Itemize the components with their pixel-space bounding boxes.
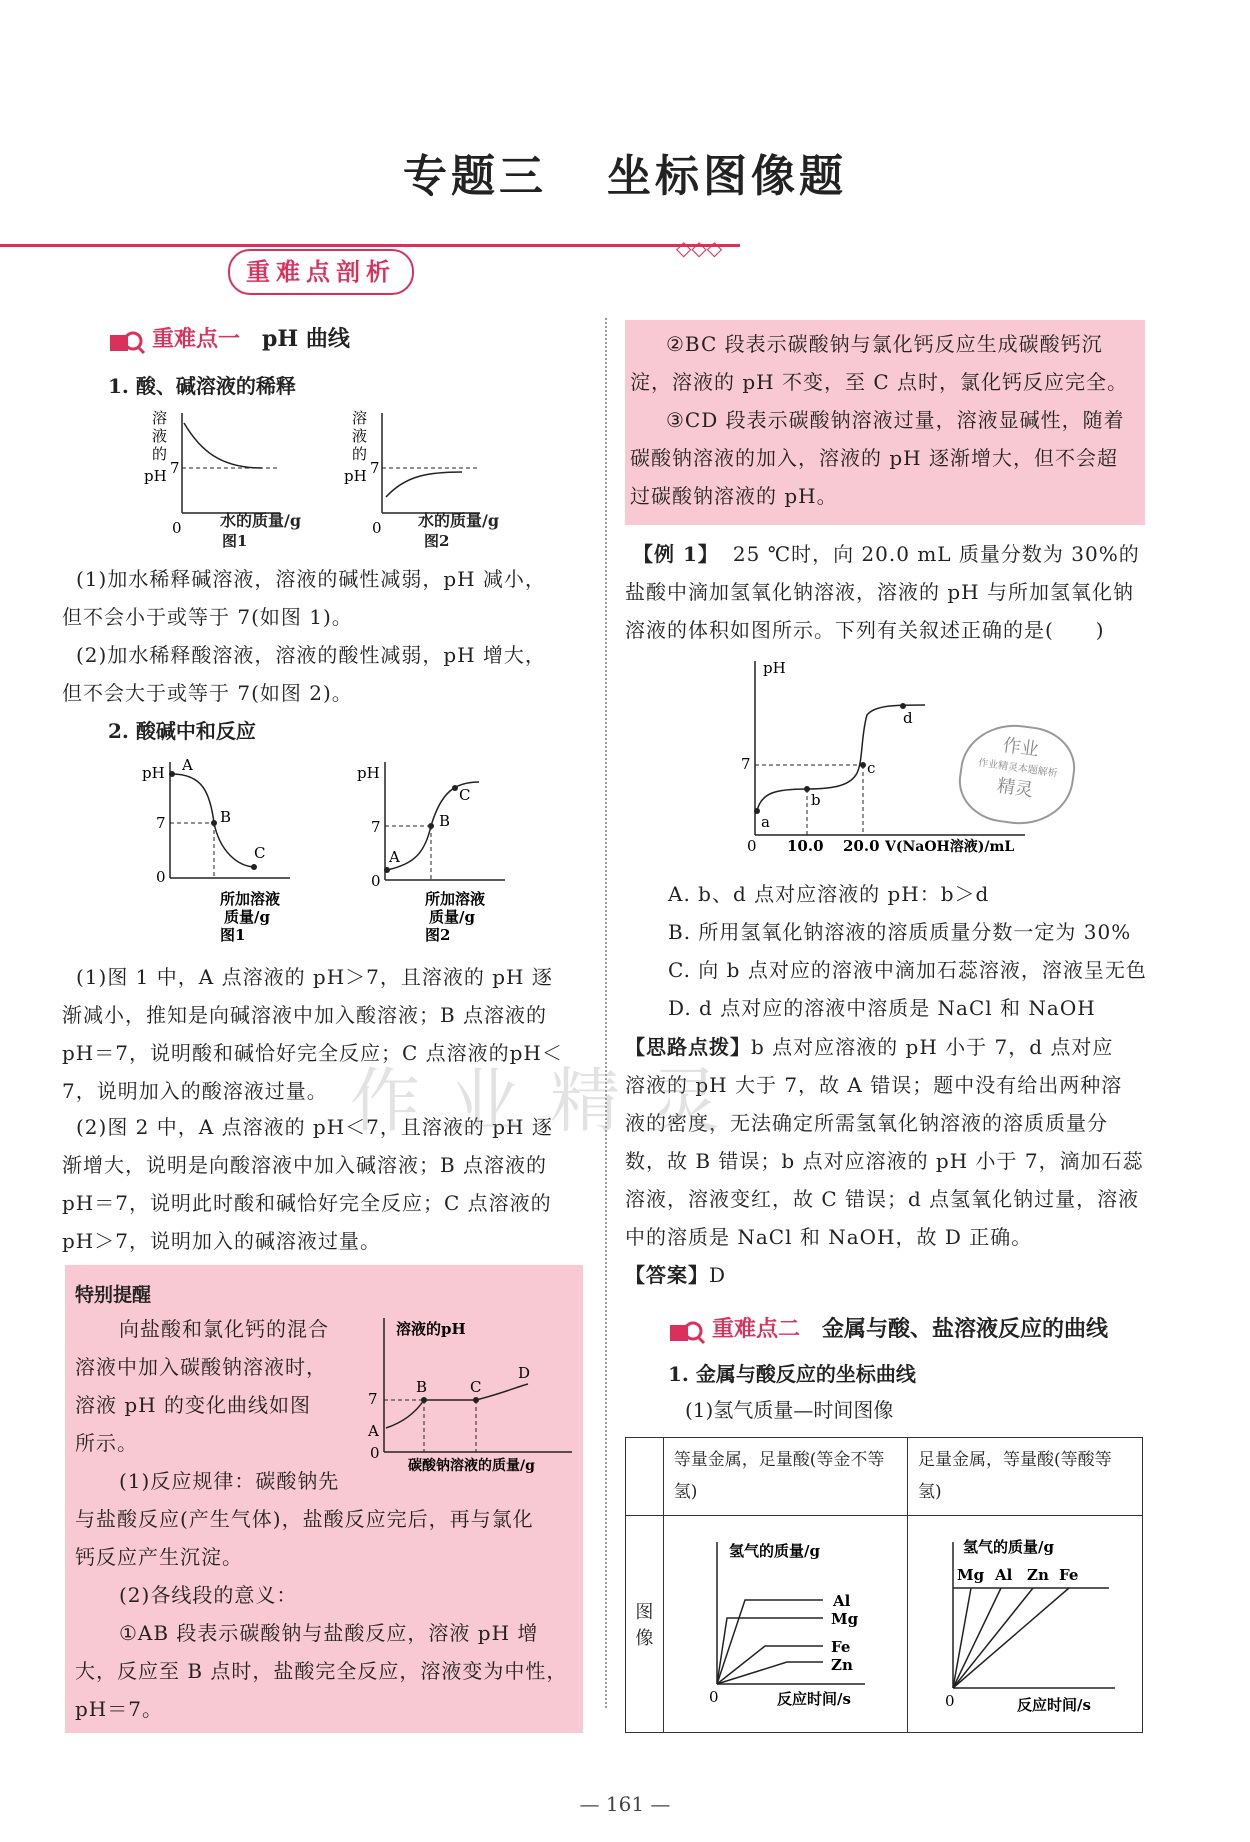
svg-text:pH: pH — [144, 467, 167, 485]
svg-text:0: 0 — [172, 519, 182, 537]
svg-text:溶: 溶 — [352, 409, 368, 427]
svg-text:所加溶液: 所加溶液 — [425, 890, 486, 908]
svg-text:0: 0 — [708, 1687, 719, 1706]
option-c: C. 向 b 点对应的溶液中滴加石蕊溶液，溶液呈无色 — [668, 958, 1147, 982]
svg-text:A: A — [389, 848, 400, 866]
svg-text:碳酸钠溶液的质量/g: 碳酸钠溶液的质量/g — [408, 1458, 535, 1474]
table-row-label: 图像 — [626, 1516, 664, 1733]
svg-text:V(NaOH溶液)/mL: V(NaOH溶液)/mL — [885, 839, 1015, 855]
magnifier-book-icon — [108, 329, 146, 355]
svg-text:图1: 图1 — [220, 926, 246, 942]
svg-text:7: 7 — [368, 1390, 378, 1408]
svg-text:溶液的pH: 溶液的pH — [396, 1320, 466, 1338]
svg-text:0: 0 — [747, 837, 757, 855]
example1-options — [668, 875, 1148, 1027]
hydrogen-chart-equal-acid — [909, 1524, 1141, 1720]
svg-text:d: d — [903, 709, 913, 727]
svg-text:的: 的 — [152, 445, 168, 463]
svg-text:Zn: Zn — [830, 1655, 853, 1674]
example1-stem: 【例 1】 25 ℃时，向 20.0 mL 质量分数为 30%的 盐酸中滴加氢氧化钠溶液，溶液的 pH 与所加氢氧化钠 溶液的体积如图所示。下列有关叙述正确的是( ) — [625, 542, 1140, 642]
svg-text:B: B — [220, 808, 232, 826]
svg-text:D: D — [518, 1364, 531, 1382]
svg-text:Mg: Mg — [957, 1565, 985, 1584]
knot-ornament-icon: ◇◇◇ — [676, 236, 723, 260]
svg-text:b: b — [811, 791, 821, 809]
watermark-top: 作业精灵 — [350, 1060, 750, 1142]
chart2-xlabel: 水的质量/g — [418, 511, 500, 530]
neutralization-chart-2 — [355, 752, 515, 942]
svg-text:图2: 图2 — [425, 926, 451, 942]
svg-text:pH: pH — [763, 659, 786, 677]
paragraph-neutralization-2: (2)图 2 中，A 点溶液的 pH＜7，且溶液的 pH 逐 渐增大，说明是向酸溶液中加入碱溶液；B 点溶液的 pH＝7，说明此时酸和碱恰好完全反应；C 点溶液的 pH＞7，说明加入的碱溶液过量。 — [62, 1115, 553, 1253]
magnifier-book-icon — [668, 1319, 706, 1345]
table-header-2: 足量金属，等量酸(等酸等氢) — [908, 1438, 1143, 1516]
svg-text:B: B — [439, 812, 451, 830]
chart1-caption: 图1 — [222, 532, 248, 550]
svg-text:溶: 溶 — [152, 409, 168, 427]
focus2-heading: 重难点二 金属与酸、盐溶液反应的曲线 — [668, 1312, 1108, 1345]
example1-analysis: 【思路点拨】b 点对应溶液的 pH 小于 7，d 点对应 溶液的 pH 大于 7，故 A 错误；题中没有给出两种溶 液的密度，无法确定所需氢氧化钠溶液的溶质质量分 数，故 B 错误；b 点对应溶液的 pH 小于 7，滴加石蕊 溶液，溶液变红，故 C 错误；d 点氢氧化钠过量，溶液 中的溶质是 NaCl 和 NaOH，故 D 正确。 【答案】D — [625, 1035, 1144, 1287]
option-a: A. b、d 点对应溶液的 pH：b＞d — [668, 882, 990, 906]
svg-text:c: c — [867, 759, 876, 777]
metal-acid-table — [625, 1437, 1143, 1733]
svg-text:7: 7 — [741, 755, 751, 773]
svg-text:0: 0 — [156, 868, 166, 886]
svg-text:氢气的质量/g: 氢气的质量/g — [963, 1537, 1054, 1556]
reminder-rule: (1)反应规律：碳酸钠先 与盐酸反应(产生气体)，盐酸反应完后，再与氯化 钙反应产生沉淀。 (2)各线段的意义： ①AB 段表示碳酸钠与盐酸反应，溶液 pH 增 大，反应至 B 点时，盐酸完全反应，溶液变为中性， pH＝7。 — [75, 1469, 568, 1721]
svg-text:反应时间/s: 反应时间/s — [1017, 1695, 1091, 1714]
chart2-caption: 图2 — [424, 532, 450, 550]
svg-text:A: A — [182, 756, 193, 774]
subheading-dilution: 1. 酸、碱溶液的稀释 — [108, 374, 296, 398]
hydrogen-chart-equal-metal — [665, 1524, 895, 1720]
chart1-xlabel: 水的质量/g — [220, 511, 302, 530]
subheading-metal-acid: 1. 金属与酸反应的坐标曲线 — [668, 1362, 916, 1386]
svg-text:pH: pH — [357, 764, 380, 782]
option-b: B. 所用氢氧化钠溶液的溶质质量分数一定为 30% — [668, 920, 1132, 944]
svg-text:氢气的质量/g: 氢气的质量/g — [728, 1541, 820, 1560]
svg-text:Zn: Zn — [1027, 1565, 1049, 1584]
svg-text:a: a — [761, 813, 770, 831]
page-title: 专题三 坐标图像题 — [403, 151, 847, 202]
svg-text:反应时间/s: 反应时间/s — [776, 1689, 851, 1708]
focus1-heading: 重难点一 pH 曲线 — [108, 322, 350, 355]
table-header-1: 等量金属，足量酸(等金不等氢) — [663, 1438, 907, 1516]
option-d: D. d 点对应的溶液中溶质是 NaCl 和 NaOH — [668, 996, 1096, 1020]
section-banner: 重难点剖析 — [228, 249, 414, 295]
reminder-intro: 向盐酸和氯化钙的混合 溶液中加入碳酸钠溶液时， 溶液 pH 的变化曲线如图 所示。 — [75, 1317, 329, 1455]
page-number: — 161 — — [579, 1792, 671, 1816]
subheading-hydrogen-time: (1)氢气质量—时间图像 — [685, 1398, 894, 1422]
svg-text:液: 液 — [352, 427, 368, 445]
svg-text:0: 0 — [370, 1444, 380, 1462]
svg-text:质量/g: 质量/g — [429, 908, 475, 926]
svg-text:所加溶液: 所加溶液 — [220, 890, 281, 908]
svg-text:7: 7 — [156, 814, 166, 832]
svg-text:C: C — [459, 786, 471, 804]
svg-text:Al: Al — [832, 1591, 851, 1610]
svg-text:0: 0 — [945, 1691, 955, 1710]
stamp-logo: 作业 作业精灵本题解析 精灵 — [954, 718, 1081, 832]
banner-rule — [0, 244, 740, 247]
svg-text:液: 液 — [152, 427, 168, 445]
svg-text:Mg: Mg — [830, 1609, 858, 1628]
svg-text:A: A — [368, 1422, 379, 1440]
svg-text:Fe: Fe — [830, 1637, 851, 1656]
column-divider — [605, 318, 607, 1708]
paragraph-dilution: (1)加水稀释碱溶液，溶液的碱性减弱，pH 减小， 但不会小于或等于 7(如图 1)。 (2)加水稀释酸溶液，溶液的酸性减弱，pH 增大， 但不会大于或等于 7(如图 2)。 — [62, 567, 546, 705]
svg-text:Al: Al — [995, 1565, 1013, 1584]
svg-text:B: B — [416, 1378, 428, 1396]
svg-text:10.0: 10.0 — [787, 837, 824, 855]
svg-text:7: 7 — [371, 818, 381, 836]
svg-text:pH: pH — [142, 764, 165, 782]
paragraph-neutralization-1: (1)图 1 中，A 点溶液的 pH＞7，且溶液的 pH 逐 渐减小，推知是向碱溶液中加入酸溶液；B 点溶液的 pH＝7，说明酸和碱恰好完全反应；C 点溶液的pH＜ 7，说明加入的酸溶液过量。 — [62, 965, 563, 1103]
svg-text:Fe: Fe — [1059, 1565, 1079, 1584]
reminder-continued-text: ②BC 段表示碳酸钠与氯化钙反应生成碳酸钙沉 淀，溶液的 pH 不变，至 C 点时，氯化钙反应完全。 ③CD 段表示碳酸钠溶液过量，溶液显碱性，随着 碳酸钠溶液的加入，溶液的 pH 逐渐增大，但不会超 过碳酸钠溶液的 pH。 — [630, 332, 1128, 508]
neutralization-chart-1 — [140, 752, 300, 942]
svg-text:质量/g: 质量/g — [224, 908, 270, 926]
titration-mixture-chart — [360, 1312, 582, 1474]
svg-text:7: 7 — [170, 459, 180, 477]
svg-text:C: C — [254, 844, 266, 862]
svg-text:20.0: 20.0 — [843, 837, 880, 855]
svg-text:pH: pH — [344, 467, 367, 485]
svg-text:7: 7 — [370, 459, 380, 477]
subheading-neutralization: 2. 酸碱中和反应 — [108, 719, 256, 743]
svg-text:的: 的 — [352, 445, 368, 463]
svg-text:0: 0 — [371, 872, 381, 890]
svg-text:0: 0 — [372, 519, 382, 537]
svg-text:C: C — [470, 1378, 482, 1396]
reminder-heading: 特别提醒 — [75, 1284, 152, 1306]
